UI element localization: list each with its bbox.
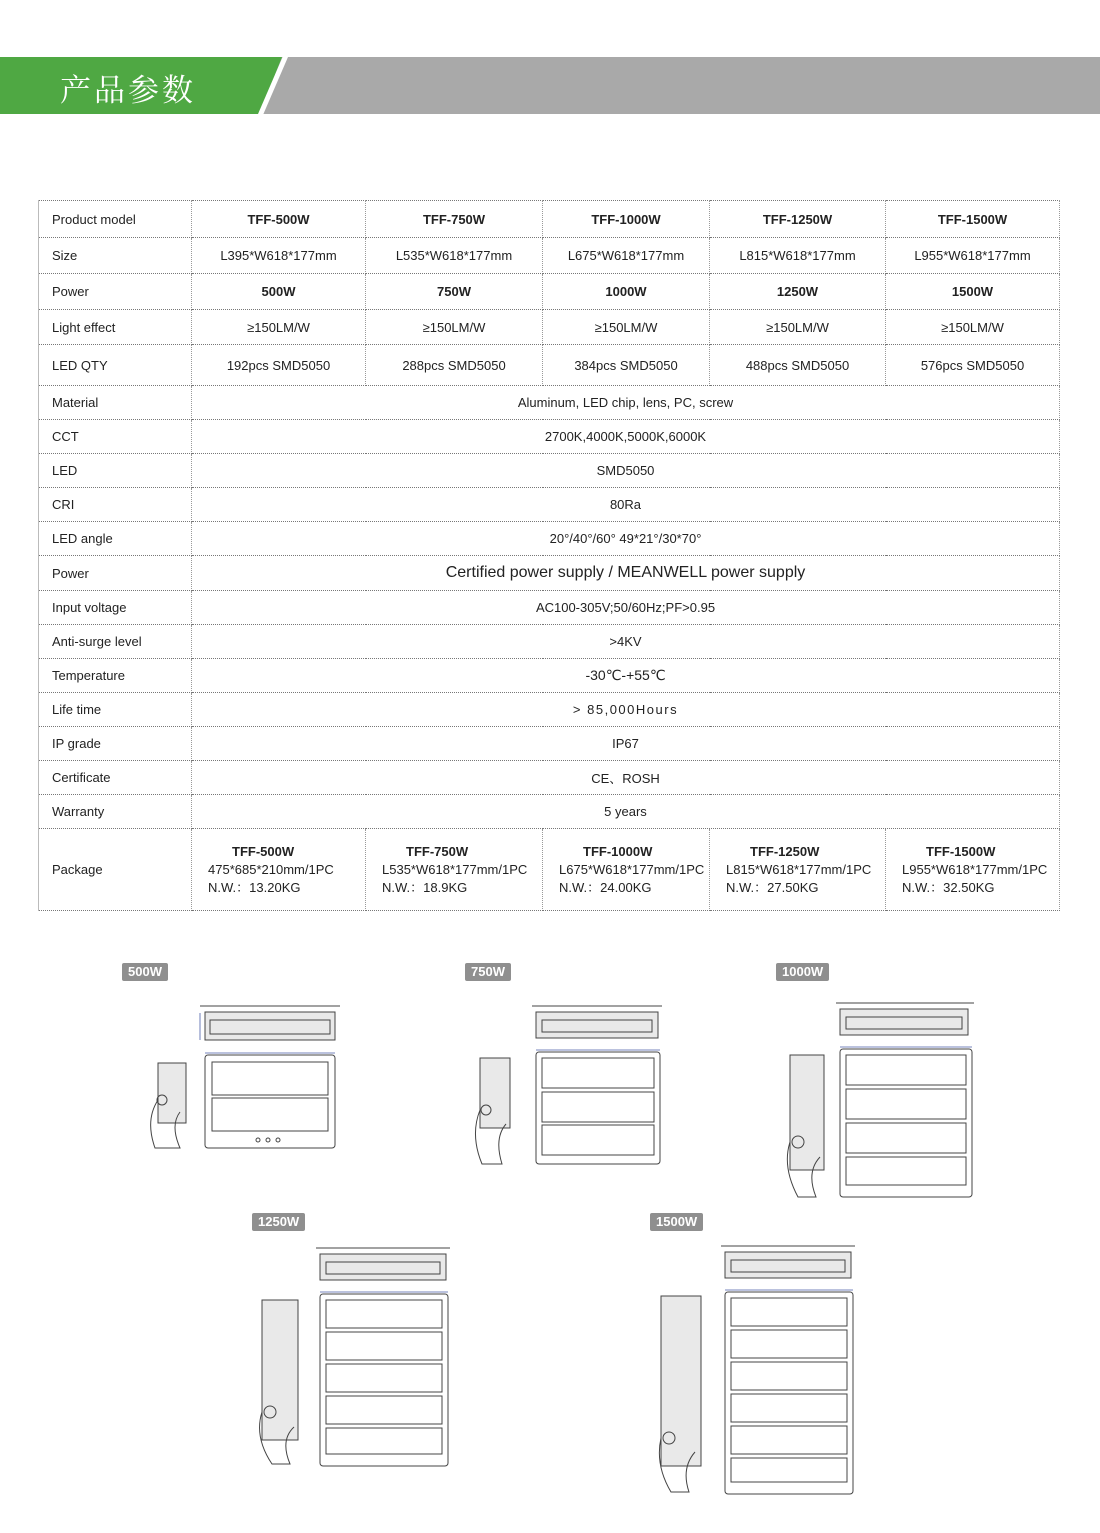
row-label: CCT (39, 420, 192, 454)
certificate-value: CE、ROSH (192, 761, 1060, 795)
drawing-500w (140, 1000, 350, 1155)
package-size: L675*W618*177mm/1PC (559, 861, 705, 877)
row-label: Certificate (39, 761, 192, 795)
row-label: CRI (39, 488, 192, 522)
row-warranty (39, 795, 1060, 829)
row-life-time (39, 693, 1060, 727)
qty-cell: 288pcs SMD5050 (366, 345, 543, 386)
drawing-badge-500w: 500W (122, 963, 168, 981)
qty-cell: 192pcs SMD5050 (192, 345, 366, 386)
light-cell: ≥150LM/W (886, 310, 1060, 345)
row-led-angle (39, 522, 1060, 556)
qty-cell: 488pcs SMD5050 (710, 345, 886, 386)
power-cell: 750W (366, 274, 543, 310)
spec-table (38, 200, 1060, 911)
qty-cell: 576pcs SMD5050 (886, 345, 1060, 386)
power-cell: 1500W (886, 274, 1060, 310)
row-label: Temperature (39, 659, 192, 693)
led-angle-value: 20°/40°/60° 49*21°/30*70° (192, 522, 1060, 556)
row-model (39, 201, 1060, 238)
row-package (39, 829, 1060, 911)
led-value: SMD5050 (192, 454, 1060, 488)
row-light-effect (39, 310, 1060, 345)
package-model: TFF-1000W (583, 843, 653, 859)
ip-grade-value: IP67 (192, 727, 1060, 761)
drawing-1250w (250, 1242, 460, 1472)
row-label: Power (39, 556, 192, 591)
package-weight: N.W.：24.00KG (559, 879, 652, 895)
package-weight: N.W.：18.9KG (382, 879, 468, 895)
model-cell: TFF-500W (192, 201, 366, 238)
row-label: LED (39, 454, 192, 488)
row-input-voltage (39, 591, 1060, 625)
input-voltage-value: AC100-305V;50/60Hz;PF>0.95 (192, 591, 1060, 625)
drawing-badge-750w: 750W (465, 963, 511, 981)
row-cct (39, 420, 1060, 454)
package-model: TFF-750W (406, 843, 469, 859)
light-cell: ≥150LM/W (192, 310, 366, 345)
size-cell: L535*W618*177mm (366, 238, 543, 274)
page-title: 产品参数 (60, 73, 196, 109)
cri-value: 80Ra (192, 488, 1060, 522)
power-cell: 500W (192, 274, 366, 310)
row-label: Light effect (39, 310, 192, 345)
package-size: 475*685*210mm/1PC (208, 861, 334, 877)
size-cell: L675*W618*177mm (543, 238, 710, 274)
package-weight: N.W.：13.20KG (208, 879, 301, 895)
package-size: L955*W618*177mm/1PC (902, 861, 1048, 877)
row-label: Input voltage (39, 591, 192, 625)
row-size (39, 238, 1060, 274)
size-cell: L395*W618*177mm (192, 238, 366, 274)
row-cri (39, 488, 1060, 522)
cct-value: 2700K,4000K,5000K,6000K (192, 420, 1060, 454)
package-cell (192, 829, 366, 911)
row-label: Size (39, 238, 192, 274)
package-model: TFF-500W (232, 843, 295, 859)
power-supply-value: Certified power supply / MEANWELL power supply (192, 556, 1060, 591)
row-power (39, 274, 1060, 310)
power-cell: 1000W (543, 274, 710, 310)
row-label: Warranty (39, 795, 192, 829)
package-model: TFF-1250W (750, 843, 820, 859)
temperature-value: -30℃-+55℃ (192, 659, 1060, 693)
drawing-badge-1250w: 1250W (252, 1213, 305, 1231)
drawing-1500w (655, 1240, 865, 1500)
warranty-value: 5 years (192, 795, 1060, 829)
model-cell: TFF-750W (366, 201, 543, 238)
size-cell: L815*W618*177mm (710, 238, 886, 274)
package-size: L815*W618*177mm/1PC (726, 861, 872, 877)
row-power-supply (39, 556, 1060, 591)
package-size: L535*W618*177mm/1PC (382, 861, 528, 877)
row-temperature (39, 659, 1060, 693)
row-label: Life time (39, 693, 192, 727)
model-cell: TFF-1500W (886, 201, 1060, 238)
material-value: Aluminum, LED chip, lens, PC, screw (192, 386, 1060, 420)
life-time-value: > 85,000Hours (192, 693, 1060, 727)
package-weight: N.W.：32.50KG (902, 879, 995, 895)
row-led-qty (39, 345, 1060, 386)
package-weight: N.W.：27.50KG (726, 879, 819, 895)
qty-cell: 384pcs SMD5050 (543, 345, 710, 386)
row-label: Power (39, 274, 192, 310)
light-cell: ≥150LM/W (366, 310, 543, 345)
size-cell: L955*W618*177mm (886, 238, 1060, 274)
package-cell (886, 829, 1060, 911)
row-label: Anti-surge level (39, 625, 192, 659)
package-cell (543, 829, 710, 911)
drawing-badge-1500w: 1500W (650, 1213, 703, 1231)
row-label: IP grade (39, 727, 192, 761)
header-banner (0, 57, 1100, 114)
light-cell: ≥150LM/W (543, 310, 710, 345)
drawing-1000w (780, 997, 980, 1200)
row-label: Material (39, 386, 192, 420)
row-ip-grade (39, 727, 1060, 761)
row-label: LED QTY (39, 345, 192, 386)
row-material (39, 386, 1060, 420)
model-cell: TFF-1000W (543, 201, 710, 238)
package-model: TFF-1500W (926, 843, 996, 859)
row-anti-surge (39, 625, 1060, 659)
row-certificate (39, 761, 1060, 795)
model-cell: TFF-1250W (710, 201, 886, 238)
drawing-750w (466, 1000, 666, 1168)
power-cell: 1250W (710, 274, 886, 310)
drawing-badge-1000w: 1000W (776, 963, 829, 981)
anti-surge-value: >4KV (192, 625, 1060, 659)
package-cell (366, 829, 543, 911)
light-cell: ≥150LM/W (710, 310, 886, 345)
row-led (39, 454, 1060, 488)
row-label: Product model (39, 201, 192, 238)
row-label: Package (39, 829, 192, 911)
row-label: LED angle (39, 522, 192, 556)
package-cell (710, 829, 886, 911)
